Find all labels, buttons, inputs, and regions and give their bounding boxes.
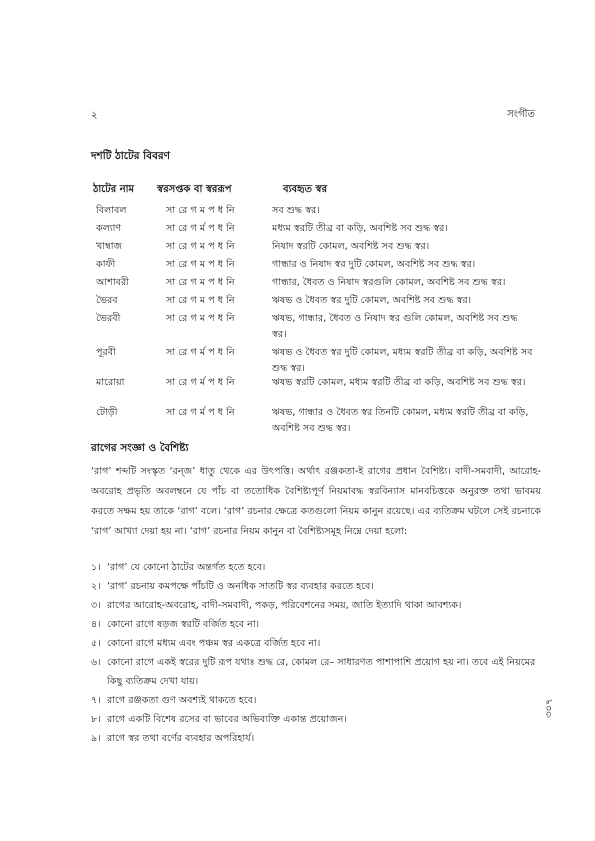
thaat-name: ভৈরব xyxy=(96,295,118,306)
thaat-notes: সা রে গ ম প ধ নি xyxy=(166,295,235,306)
thaat-name: আশাবরী xyxy=(96,277,130,288)
thaat-description: গান্ধার, ধৈবত ও নিষাদ স্বরগুলি কোমল, অবশিষ্ট সব শুদ্ধ স্বর। xyxy=(272,277,506,288)
list-item-number: ৩। xyxy=(91,600,101,611)
list-item xyxy=(91,710,541,729)
thaat-description: সব শুদ্ধ স্বর। xyxy=(272,205,320,216)
column-header-svara-saptak: স্বরসপ্তক বা স্বররূপ xyxy=(157,184,232,195)
list-item-number: ৭। xyxy=(91,695,101,706)
list-item-number: ৯। xyxy=(91,733,101,744)
section-heading-thaats: দশটি ঠাটের বিবরণ xyxy=(91,150,170,162)
side-page-number: ৩০৭ xyxy=(544,698,555,718)
thaat-description: ঋষভ, গান্ধার ও ধৈবত স্বর তিনটি কোমল, মধ্যম স্বরটি তীব্র বা কড়ি, অবশিষ্ট সব শুদ্ধ স্বর। xyxy=(272,407,529,434)
list-item-text: কোনো রাগে একই স্বরের দুটি রূপ যথাঃ শুদ্ধ রে, কোমল রে– সাধারণত পাশাপাশি প্রয়োগ হয় না। তবে এই নিয়মের কিছু ব্যতিক্রম দেখা যায়। xyxy=(107,657,536,687)
thaat-notes: সা রে গ ম প ধ নি xyxy=(166,277,235,288)
thaat-name: বিলাবল xyxy=(96,205,127,216)
column-header-used-notes: ব্যবহৃত স্বর xyxy=(283,184,328,195)
thaat-notes: সা রে গ ম প ধ নি xyxy=(166,259,235,270)
list-item-text: ‘রাগ’ যে কোনো ঠাটের অন্তর্গত হতে হবে। xyxy=(107,562,266,573)
list-item-text: রাগের আরোহ-অবরোহ, বাদী-সমবাদী, পকড়, পরিবেশনের সময়, জাতি ইত্যাদি থাকা আবশ্যক। xyxy=(107,600,462,611)
list-item xyxy=(91,653,541,691)
thaat-name: কাফী xyxy=(96,259,116,270)
list-item xyxy=(91,596,541,615)
column-header-thaat-name: ঠাটের নাম xyxy=(93,184,135,195)
thaat-notes: সা রে গ ম প ধ নি xyxy=(166,205,235,216)
list-item-text: রাগে স্বর তথা বর্ণের ব্যবহার অপরিহার্য। xyxy=(107,733,255,744)
thaat-name: টোড়ী xyxy=(96,407,118,418)
list-item-text: কোনো রাগে মধ্যম এবং পঞ্চম স্বর একত্রে বর্জিত হবে না। xyxy=(107,638,321,649)
raga-definition-paragraph: ‘রাগ’ শব্দটি সংস্কৃত ‘রন্‌জ’ ধাতু থেকে এর উৎপত্তি। অর্থাৎ রঞ্জকতা-ই রাগের প্রধান বৈশিষ্ট্য। বাদী-সমবাদী, আরোহ-অবরোহ প্রভৃতি অবলম্বনে যে পাঁচ বা ততোধিক বৈশিষ্ট্যপূর্ণ নিয়মাবদ্ধ স্বরবিন্যাস মানবচিত্তকে অনুরক্ত তথা ভাবময় করতে সক্ষম হয় তাকে ‘রাগ’ বলে। ‘রাগ’ রচনার ক্ষেত্রে কতগুলো নিয়ম কানুন রয়েছে। এর ব্যতিক্রম ঘটলে সেই রচনাকে ‘রাগ’ আখ্যা দেয়া হয় না। ‘রাগ’ রচনার নিয়ম কানুন বা বৈশিষ্ট্যসমূহ নিম্নে দেয়া হলো: xyxy=(91,466,541,537)
list-item xyxy=(91,558,541,577)
running-header-subject: সংগীত xyxy=(507,109,535,120)
list-item-text: রাগে একটি বিশেষ রসের বা ভাবের অভিব্যক্তি একান্ত প্রয়োজন। xyxy=(107,714,347,725)
list-item-number: ৪। xyxy=(91,619,101,630)
raga-rules-list xyxy=(91,558,541,748)
thaat-description: ঋষভ ও ধৈবত স্বর দুটি কোমল, অবশিষ্ট সব শুদ্ধ স্বর। xyxy=(272,295,472,306)
list-item-number: ৫। xyxy=(91,638,101,649)
list-item-number: ৬। xyxy=(91,657,101,668)
thaat-notes: সা রে গ র্ম প ধ নি xyxy=(166,407,235,418)
thaat-description: গান্ধার ও নিষাদ স্বর দুটি কোমল, অবশিষ্ট সব শুদ্ধ স্বর। xyxy=(272,259,476,270)
list-item xyxy=(91,577,541,596)
thaat-description: মধ্যম স্বরটি তীব্র বা কড়ি, অবশিষ্ট সব শুদ্ধ স্বর। xyxy=(272,223,448,234)
thaat-name: ভৈরবী xyxy=(96,313,121,324)
thaat-description: ঋষভ ও ধৈবত স্বর দুটি কোমল, মধ্যম স্বরটি তীব্র বা কড়ি, অবশিষ্ট সব শুদ্ধ স্বর। xyxy=(272,347,533,374)
list-item xyxy=(91,729,541,748)
section-heading-raga: রাগের সংজ্ঞা ও বৈশিষ্ট্য xyxy=(91,442,189,454)
thaat-name: কল্যাণ xyxy=(96,223,122,234)
thaat-description: ঋষভ স্বরটি কোমল, মধ্যম স্বরটি তীব্র বা কড়ি, অবশিষ্ট সব শুদ্ধ স্বর। xyxy=(272,377,526,388)
thaat-notes: সা রে গ র্ম প ধ নি xyxy=(166,347,235,358)
list-item xyxy=(91,691,541,710)
list-item-text: কোনো রাগে ষড়জ স্বরটি বর্জিত হবে না। xyxy=(107,619,260,630)
thaat-description: ঋষভ, গান্ধার, ধৈবত ও নিষাদ স্বর গুলি কোমল, অবশিষ্ট সব শুদ্ধ স্বর। xyxy=(272,313,518,340)
list-item-number: ১। xyxy=(91,562,101,573)
thaat-notes: সা রে গ ম প ধ নি xyxy=(166,241,235,252)
list-item-number: ৮। xyxy=(91,714,101,725)
thaat-name: পূরবী xyxy=(96,347,116,358)
thaat-notes: সা রে গ র্ম প ধ নি xyxy=(166,223,235,234)
list-item-number: ২। xyxy=(91,581,101,592)
list-item xyxy=(91,615,541,634)
page-number: ২ xyxy=(91,110,98,121)
thaat-notes: সা রে গ র্ম প ধ নি xyxy=(166,377,235,388)
thaat-name: মারোয়া xyxy=(96,377,125,388)
thaat-notes: সা রে গ ম প ধ নি xyxy=(166,313,235,324)
list-item-text: রাগে রঞ্জকতা গুণ অবশ্যই থাকতে হবে। xyxy=(107,695,257,706)
thaat-name: খাম্বাজ xyxy=(96,241,123,252)
thaat-description: নিষাদ স্বরটি কোমল, অবশিষ্ট সব শুদ্ধ স্বর। xyxy=(272,241,430,252)
list-item-text: ‘রাগ’ রচনায় কমপক্ষে পাঁচটি ও অনধিক সাতটি স্বর ব্যবহার করতে হবে। xyxy=(107,581,374,592)
list-item xyxy=(91,634,541,653)
